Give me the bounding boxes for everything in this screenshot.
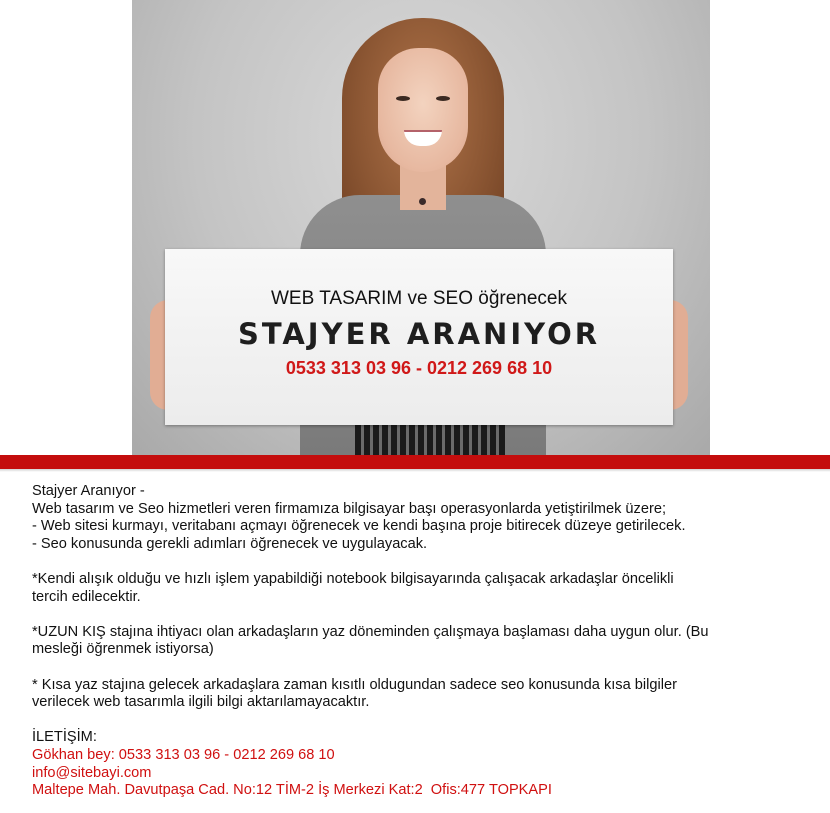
intro-line: Web tasarım ve Seo hizmetleri veren firmamıza bilgisayar başı operasyonlarda yetiştirilmek üzere; bbox=[32, 500, 666, 517]
left-eye bbox=[396, 96, 410, 101]
contact-email[interactable]: info@sitebayi.com bbox=[32, 764, 152, 781]
contact-phone[interactable]: Gökhan bey: 0533 313 03 96 - 0212 269 68 10 bbox=[32, 746, 335, 763]
face-shape bbox=[378, 48, 468, 172]
contact-address: Maltepe Mah. Davutpaşa Cad. No:12 TİM-2 İş Merkezi Kat:2 Ofis:477 TOPKAPI bbox=[32, 782, 552, 799]
red-divider-band bbox=[0, 455, 830, 469]
note-paragraph: tercih edilecektir. bbox=[32, 588, 141, 605]
sign-title: WEB TASARIM ve SEO öğrenecek bbox=[270, 288, 567, 309]
note-paragraph: * Kısa yaz stajına gelecek arkadaşlara zaman kısıtlı oldugundan sadece seo konusunda kısa bilgiler bbox=[32, 676, 677, 693]
sign-phone-numbers: 0533 313 03 96 - 0212 269 68 10 bbox=[285, 358, 553, 378]
note-paragraph: verilecek web tasarımla ilgili bilgi aktarılamayacaktır. bbox=[32, 694, 370, 711]
intro-title: Stajyer Aranıyor - bbox=[32, 483, 145, 499]
announcement-text bbox=[32, 483, 812, 800]
pendant bbox=[419, 198, 426, 205]
sign-board bbox=[165, 249, 673, 425]
right-eye bbox=[436, 96, 450, 101]
note-paragraph: *UZUN KIŞ stajına ihtiyacı olan arkadaşların yaz döneminden çalışmaya başlaması daha uygun olur. (Bu bbox=[32, 623, 709, 640]
bullet-item: - Seo konusunda gerekli adımları öğrenecek ve uygulayacak. bbox=[32, 535, 428, 552]
sign-headline: STAJYER ARANIYOR bbox=[237, 317, 601, 351]
lace-top bbox=[355, 424, 505, 455]
contact-heading: İLETİŞİM: bbox=[32, 729, 97, 746]
bullet-item: - Web sitesi kurmayı, veritabanı açmayı öğrenecek ve kendi başına proje bitirecek düzeye getirilecek. bbox=[32, 518, 686, 535]
note-paragraph: mesleği öğrenmek istiyorsa) bbox=[32, 641, 214, 658]
note-paragraph: *Kendi alışık olduğu ve hızlı işlem yapabildiği notebook bilgisayarında çalışacak arkadaşlar öncelikli bbox=[32, 570, 674, 587]
